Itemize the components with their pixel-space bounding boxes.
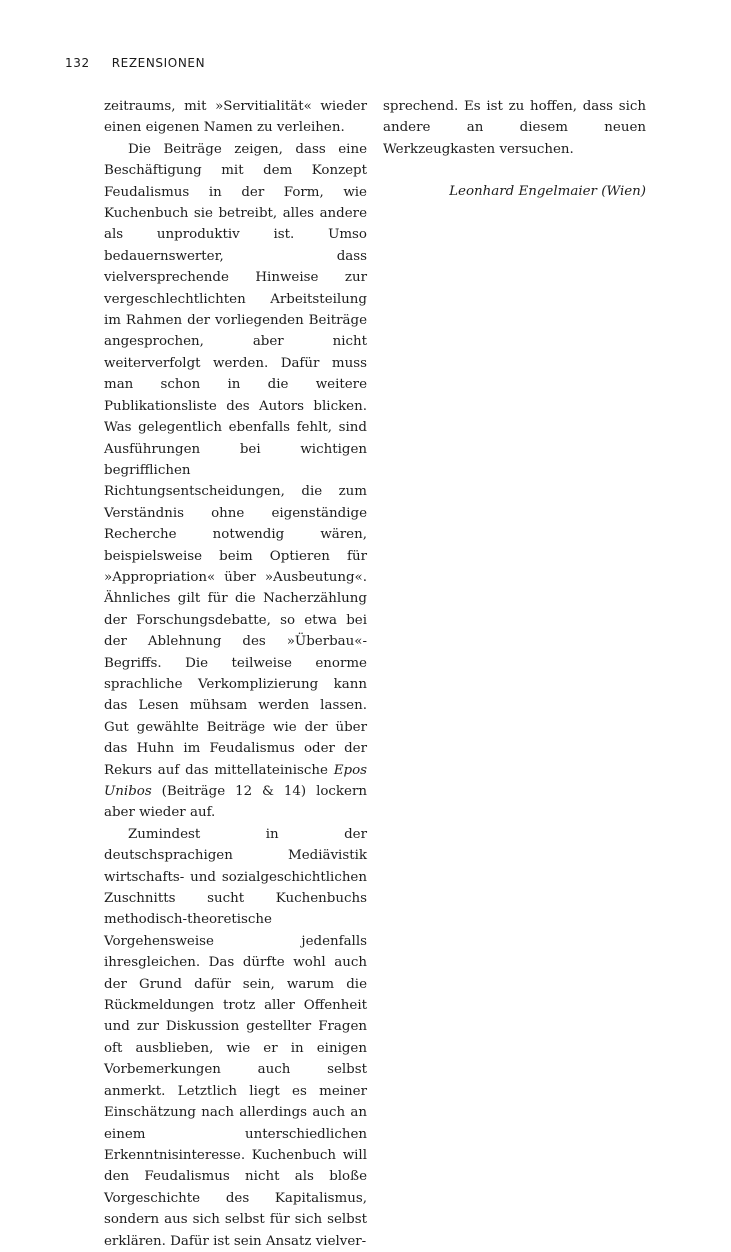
paragraph-2-text-a: Die Beiträge zeigen, dass eine Beschäftigung mit dem Konzept Feudalismus in der Form, wie Kuchenbuch sie betreibt, alles andere als unproduktiv ist. Umso bedauernswerter, dass vielversprechende Hinweise zur vergeschlechtlichten Arbeitsteilung im Rahmen der vorliegenden Beiträge angesprochen, aber nicht weiterverfolgt werden. Dafür muss man schon in die weitere Publikationsliste des Autors blicken. Was gelegentlich ebenfalls fehlt, sind Ausführungen bei wichtigen begrifflichen Richtungsentscheidungen, die zum Verständnis ohne eigenständige Recherche notwendig wären, beispielsweise beim Optieren für »Appropriation« über »Ausbeutung«. Ähnliches gilt für die Nacherzählung der Forschungsdebatte, so etwa bei der Ablehnung des »Überbau«-Begriffs. Die teilweise enorme sprachliche Verkomplizierung kann das Lesen mühsam werden lassen. Gut gewählte Beiträge wie der über das Huhn im Feudalismus oder der Rekurs auf das mittellateinische [104,141,367,778]
paragraph-1: zeitraums, mit »Servitialität« wieder einen eigenen Namen zu verleihen. [104,99,367,136]
work-title-epos-unibos: Epos Unibos [104,762,367,799]
page-number: 132 [65,56,90,70]
paragraph-4: sprechend. Es ist zu hoffen, dass sich andere an diesem neuen Werkzeugkasten versuchen. [383,99,646,157]
running-head [65,56,205,70]
paragraph-2-text-b: (Beiträge 12 & 14) lockern aber wieder auf. [104,784,367,821]
right-column [383,96,646,203]
paragraph-3: Zumindest in der deutschsprachigen Mediävistik wirtschafts- und sozialgeschichtlichen Zuschnitts sucht Kuchenbuchs methodisch-theoretische Vorgehensweise jedenfalls ihresgleichen. Das dürfte wohl auch der Grund dafür sein, warum die Rückmeldungen trotz aller Offenheit und zur Diskussion gestellter Fragen oft ausblieben, wie er in einigen Vorbemerkungen auch selbst anmerkt. Letztlich liegt es meiner Einschätzung nach allerdings auch an einem unterschiedlichen Erkenntnisinteresse. Kuchenbuch will den Feudalismus nicht als bloße Vorgeschichte des Kapitalismus, sondern aus sich selbst für sich selbst erklären. Dafür ist sein Ansatz vielver- [104,826,367,1249]
paragraph-2 [104,139,367,824]
left-column [104,96,367,1252]
reviewer-signature: Leonhard Engelmaier (Wien) [449,184,646,200]
section-title: REZENSIONEN [111,56,206,70]
